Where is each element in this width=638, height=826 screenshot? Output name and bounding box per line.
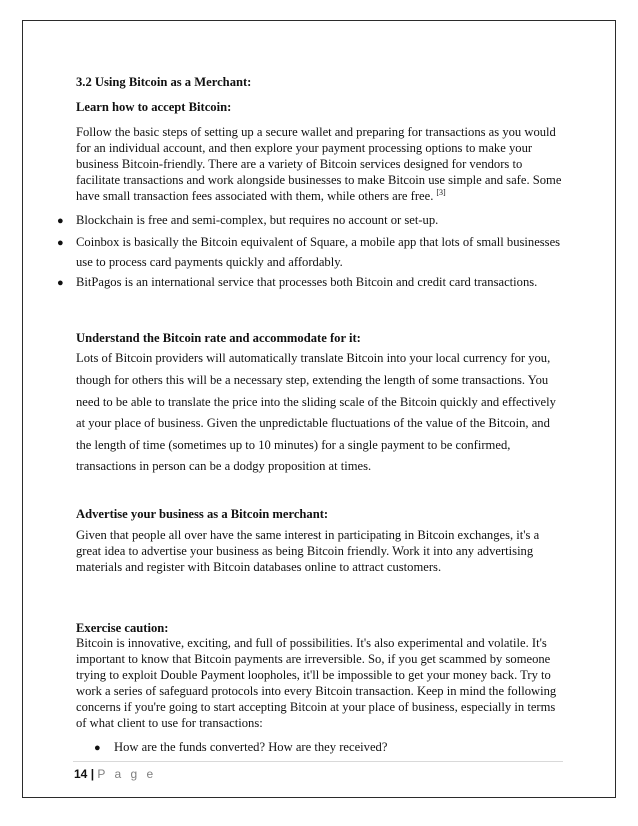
section-title: 3.2 Using Bitcoin as a Merchant: [76, 75, 252, 89]
citation: [3] [436, 187, 446, 197]
bullet-item-bitpagos: BitPagos is an international service that processes both Bitcoin and credit card transactions. [76, 275, 538, 289]
paragraph-line: Bitcoin is innovative, exciting, and full of possibilities. It's also experimental and volatile. It's [76, 636, 547, 650]
paragraph-line: Given that people all over have the same interest in participating in Bitcoin exchanges, it's a [76, 528, 540, 542]
paragraph-line: great idea to advertise your business as being Bitcoin friendly. Work it into any advertising [76, 544, 534, 558]
paragraph-line: of what client to use for transactions: [76, 716, 263, 730]
paragraph-line: Follow the basic steps of setting up a secure wallet and preparing for transactions as you would [76, 125, 556, 139]
paragraph-line: for an individual account, and then explore your payment processing options to make your [76, 141, 533, 155]
page-label: P a g e [97, 767, 157, 781]
paragraph-line: trying to exploit Double Payment loopholes, it'll be impossible to get your money back. Try to [76, 668, 551, 682]
paragraph-line: though for others this will be a necessary step, extending the length of some transactions. You [76, 373, 549, 387]
paragraph-line: facilitate transactions and work alongside businesses to make Bitcoin use simple and safe. Some [76, 173, 562, 187]
bullet-item-coinbox-cont: use to process card payments quickly and affordably. [76, 255, 343, 269]
bullet-icon: ● [57, 277, 64, 289]
page-number: 14 [74, 767, 88, 781]
subheading-accept-bitcoin: Learn how to accept Bitcoin: [76, 100, 232, 114]
heading-advertise: Advertise your business as a Bitcoin merchant: [76, 507, 329, 521]
paragraph-line: work a series of safeguard protocols into every Bitcoin transaction. Keep in mind the following [76, 684, 557, 698]
paragraph-line: the length of time (sometimes up to 10 minutes) for a single payment to be confirmed, [76, 438, 511, 452]
heading-exercise-caution: Exercise caution: [76, 621, 169, 635]
paragraph-text: have small transaction fees associated with them, while others are free. [76, 189, 434, 203]
paragraph-line: concerns if you're going to start accepting Bitcoin at your place of business, especially in terms [76, 700, 556, 714]
paragraph-line: materials and register with Bitcoin databases online to attract customers. [76, 560, 442, 574]
paragraph-line: business Bitcoin-friendly. There are a variety of Bitcoin services designed for vendors to [76, 157, 523, 171]
page-footer [74, 766, 156, 782]
bullet-icon: ● [94, 742, 101, 754]
paragraph-line: Lots of Bitcoin providers will automatically translate Bitcoin into your local currency for you, [76, 351, 551, 365]
bullet-item-coinbox: Coinbox is basically the Bitcoin equivalent of Square, a mobile app that lots of small businesses [76, 235, 561, 249]
paragraph-line: important to know that Bitcoin payments are irreversible. So, if you get scammed by someone [76, 652, 551, 666]
heading-bitcoin-rate: Understand the Bitcoin rate and accommodate for it: [76, 331, 361, 345]
paragraph-line-with-citation [76, 188, 446, 204]
paragraph-line: transactions in person can be a dodgy proposition at times. [76, 459, 372, 473]
footer-separator: | [90, 767, 95, 781]
paragraph-line: at your place of business. Given the unpredictable fluctuations of the value of the Bitcoin, and [76, 416, 550, 430]
paragraph-line: need to be able to translate the price into the sliding scale of the Bitcoin quickly and effectively [76, 395, 556, 409]
bullet-icon: ● [57, 215, 64, 227]
bullet-item-blockchain: Blockchain is free and semi-complex, but requires no account or set-up. [76, 213, 439, 227]
footer-divider [73, 761, 563, 762]
bullet-icon: ● [57, 237, 64, 249]
bullet-item-funds-converted: How are the funds converted? How are they received? [114, 740, 388, 754]
